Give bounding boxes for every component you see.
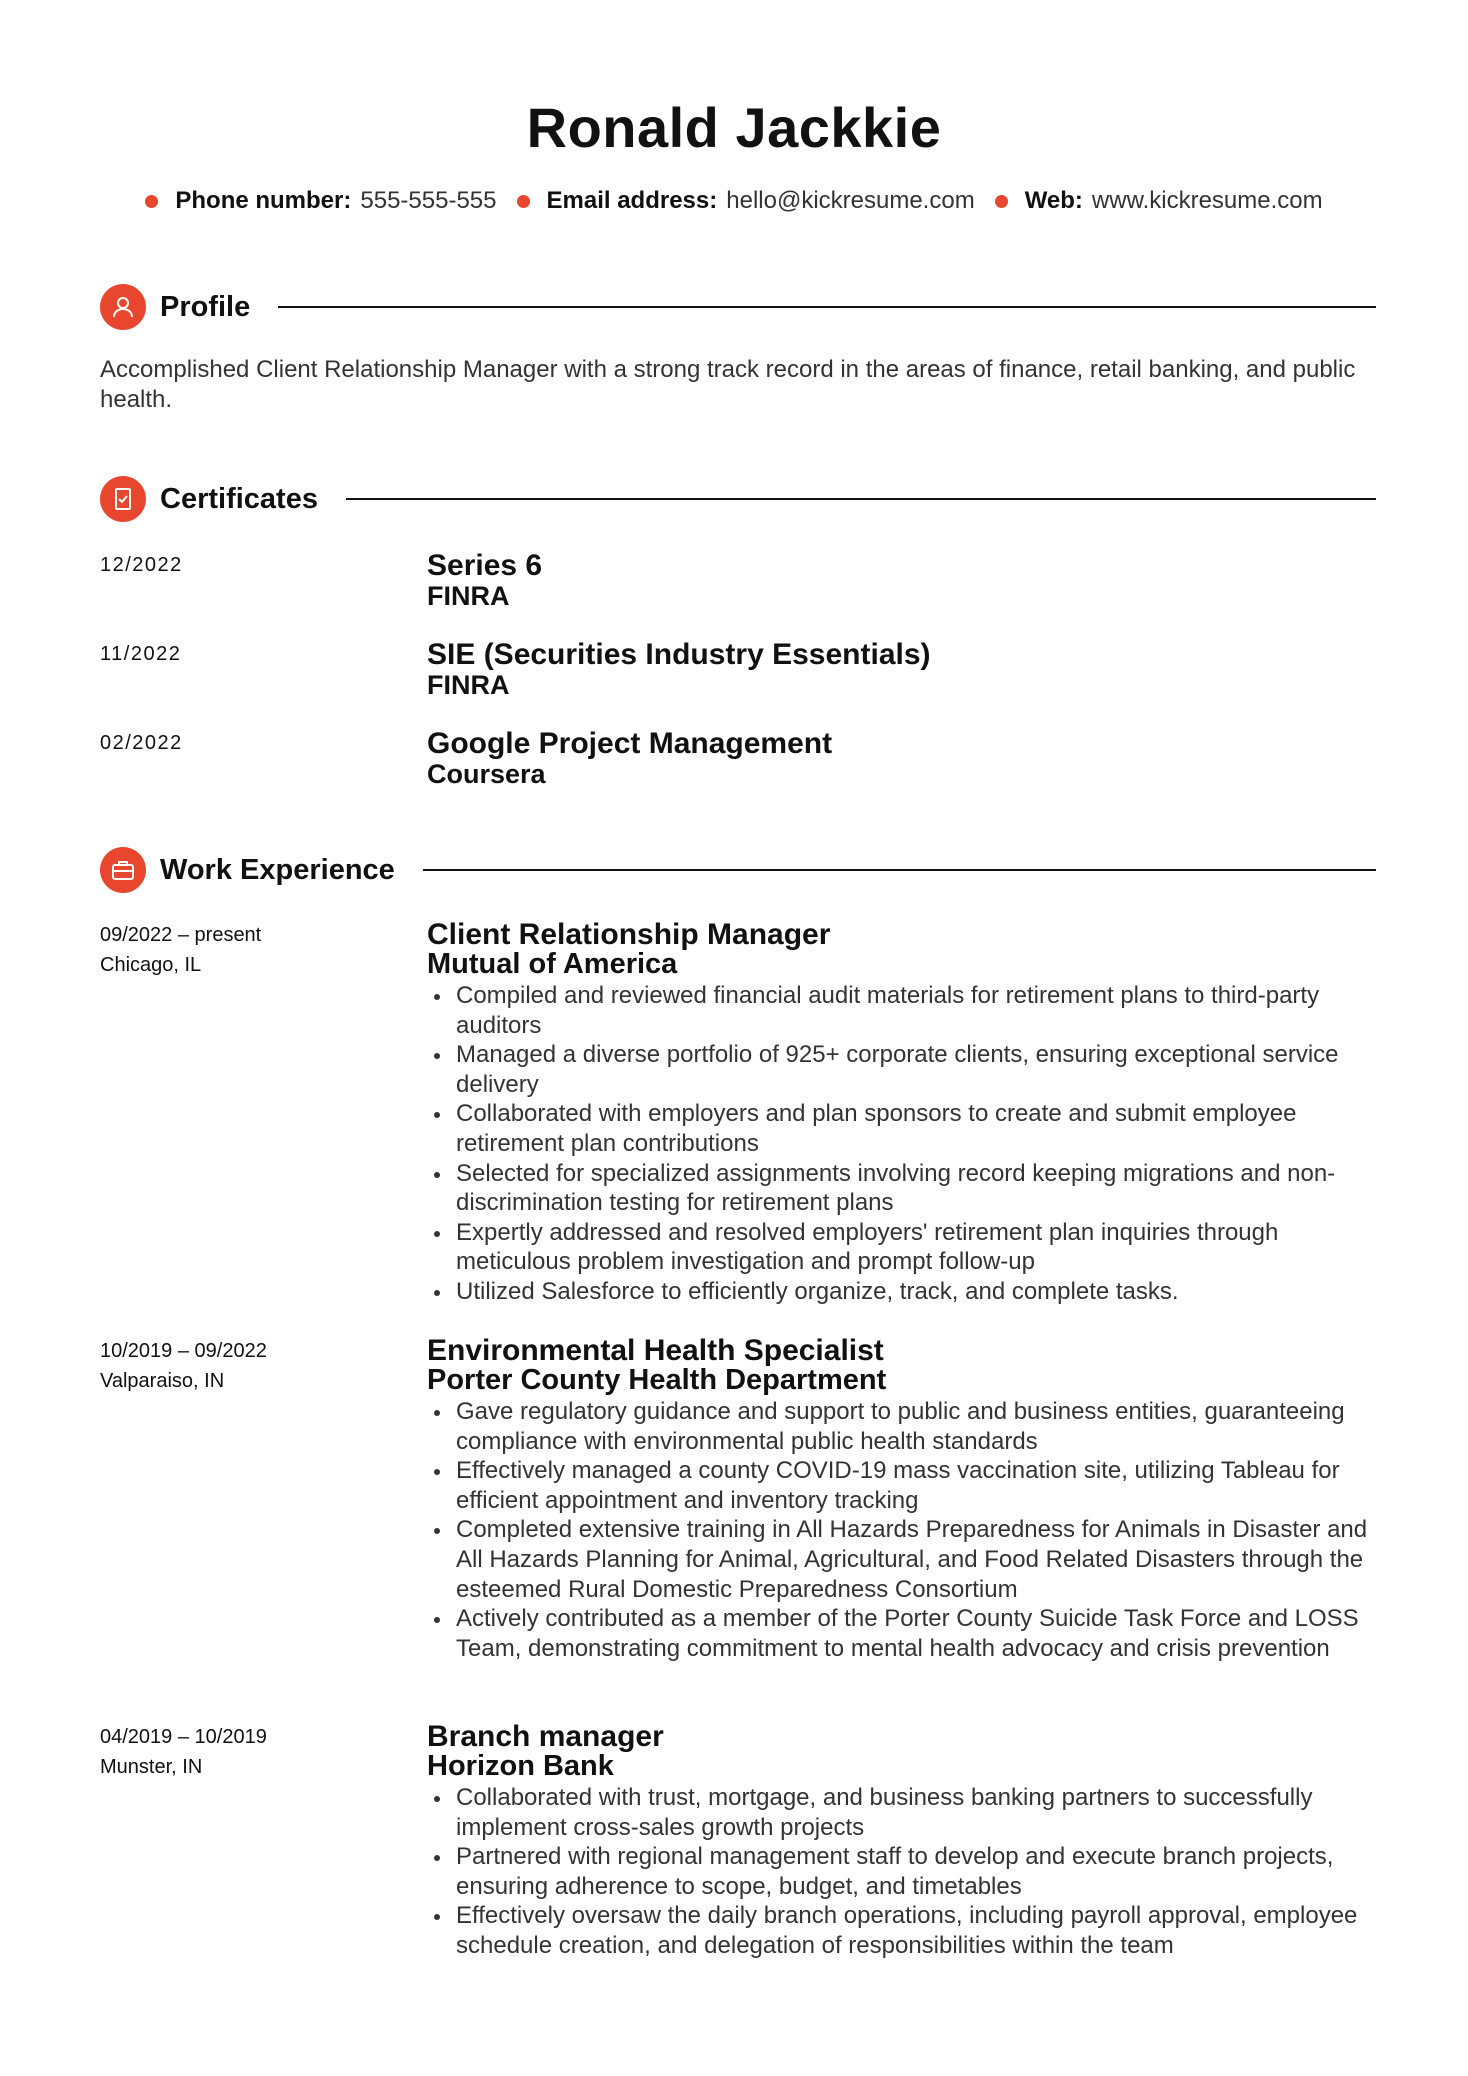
contact-phone [145, 186, 496, 216]
job-title: Branch manager [427, 1720, 664, 1753]
section-header-profile [100, 284, 1376, 330]
certificate-body [427, 728, 1376, 788]
job-body [427, 920, 1376, 1307]
list-item: Actively contributed as a member of the Porter County Suicide Task Force and LOSS Team, demonstrating commitment to mental health advocacy and crisis prevention [456, 1604, 1376, 1663]
section-header-certificates [100, 476, 1376, 522]
job-location: Munster, IN [100, 1756, 203, 1778]
list-item: Collaborated with employers and plan sponsors to create and submit employee retirement plan contributions [456, 1099, 1376, 1158]
job-title: Client Relationship Manager [427, 918, 831, 951]
certificate-date: 11/2022 [100, 643, 182, 665]
contact-value: 555-555-555 [360, 187, 497, 214]
list-item: Gave regulatory guidance and support to public and business entities, guaranteeing compliance with environmental public health standards [456, 1397, 1376, 1456]
certificate-date: 12/2022 [100, 554, 183, 576]
bullet-dot-icon [995, 195, 1008, 208]
job-title: Environmental Health Specialist [427, 1334, 884, 1367]
list-item: Completed extensive training in All Hazards Preparedness for Animals in Disaster and All Hazards Planning for Animal, Agricultural, and Food Related Disasters through the esteemed Rural Domestic Preparedness Consortium [456, 1515, 1376, 1604]
list-item: Collaborated with trust, mortgage, and business banking partners to successfully implement cross-sales growth projects [456, 1783, 1376, 1842]
bookmark-icon [100, 476, 146, 522]
list-item: Effectively oversaw the daily branch operations, including payroll approval, employee schedule creation, and delegation of responsibilities within the team [456, 1901, 1376, 1960]
list-item: Compiled and reviewed financial audit materials for retirement plans to third-party auditors [456, 981, 1376, 1040]
list-item: Partnered with regional management staff to develop and execute branch projects, ensuring adherence to scope, budget, and timetables [456, 1842, 1376, 1901]
contact-label: Web: [1024, 187, 1083, 214]
job-meta [100, 1722, 267, 1782]
briefcase-icon [100, 847, 146, 893]
job-company: Mutual of America [427, 948, 678, 980]
certificate-body [427, 639, 1376, 699]
section-divider [346, 498, 1376, 500]
job-meta [100, 920, 261, 980]
job-body [427, 1336, 1376, 1663]
profile-summary: Accomplished Client Relationship Manager with a strong track record in the areas of finance, retail banking, and public health. [100, 356, 1356, 413]
job-dates: 10/2019 – 09/2022 [100, 1340, 267, 1362]
job-bullets [427, 1397, 1376, 1663]
section-divider [423, 869, 1376, 871]
certificate-title: SIE (Securities Industry Essentials) [427, 638, 931, 671]
job-company: Porter County Health Department [427, 1364, 887, 1396]
contact-email [517, 186, 975, 216]
section-divider [278, 306, 1376, 308]
person-icon [100, 284, 146, 330]
job-body [427, 1722, 1376, 1961]
contact-web [995, 186, 1323, 216]
job-location: Chicago, IL [100, 954, 202, 976]
job-meta [100, 1336, 267, 1396]
list-item: Utilized Salesforce to efficiently organize, track, and complete tasks. [456, 1277, 1376, 1307]
contact-bar [100, 186, 1368, 216]
certificate-issuer: Coursera [427, 759, 546, 789]
certificate-issuer: FINRA [427, 581, 510, 611]
contact-value: hello@kickresume.com [726, 187, 975, 214]
section-header-work-experience [100, 847, 1376, 893]
contact-value: www.kickresume.com [1091, 187, 1323, 214]
contact-label: Email address: [546, 187, 718, 214]
job-location: Valparaiso, IN [100, 1370, 225, 1392]
section-title: Work Experience [160, 853, 395, 886]
certificate-body [427, 550, 1376, 610]
list-item: Managed a diverse portfolio of 925+ corporate clients, ensuring exceptional service delivery [456, 1040, 1376, 1099]
list-item: Selected for specialized assignments involving record keeping migrations and non-discrimination testing for retirement plans [456, 1159, 1376, 1218]
certificate-title: Google Project Management [427, 727, 833, 760]
job-bullets [427, 1783, 1376, 1961]
job-company: Horizon Bank [427, 1750, 614, 1782]
job-dates: 04/2019 – 10/2019 [100, 1726, 267, 1748]
job-dates: 09/2022 – present [100, 924, 262, 946]
contact-label: Phone number: [175, 187, 352, 214]
section-title: Certificates [160, 482, 318, 515]
certificate-title: Series 6 [427, 549, 543, 582]
candidate-name: Ronald Jackkie [526, 96, 942, 159]
bullet-dot-icon [145, 195, 158, 208]
bullet-dot-icon [517, 195, 530, 208]
list-item: Effectively managed a county COVID-19 mass vaccination site, utilizing Tableau for efficient appointment and inventory tracking [456, 1456, 1376, 1515]
list-item: Expertly addressed and resolved employers' retirement plan inquiries through meticulous problem investigation and prompt follow-up [456, 1218, 1376, 1277]
job-bullets [427, 981, 1376, 1307]
certificate-issuer: FINRA [427, 670, 510, 700]
section-title: Profile [160, 290, 251, 323]
certificate-date: 02/2022 [100, 732, 183, 754]
